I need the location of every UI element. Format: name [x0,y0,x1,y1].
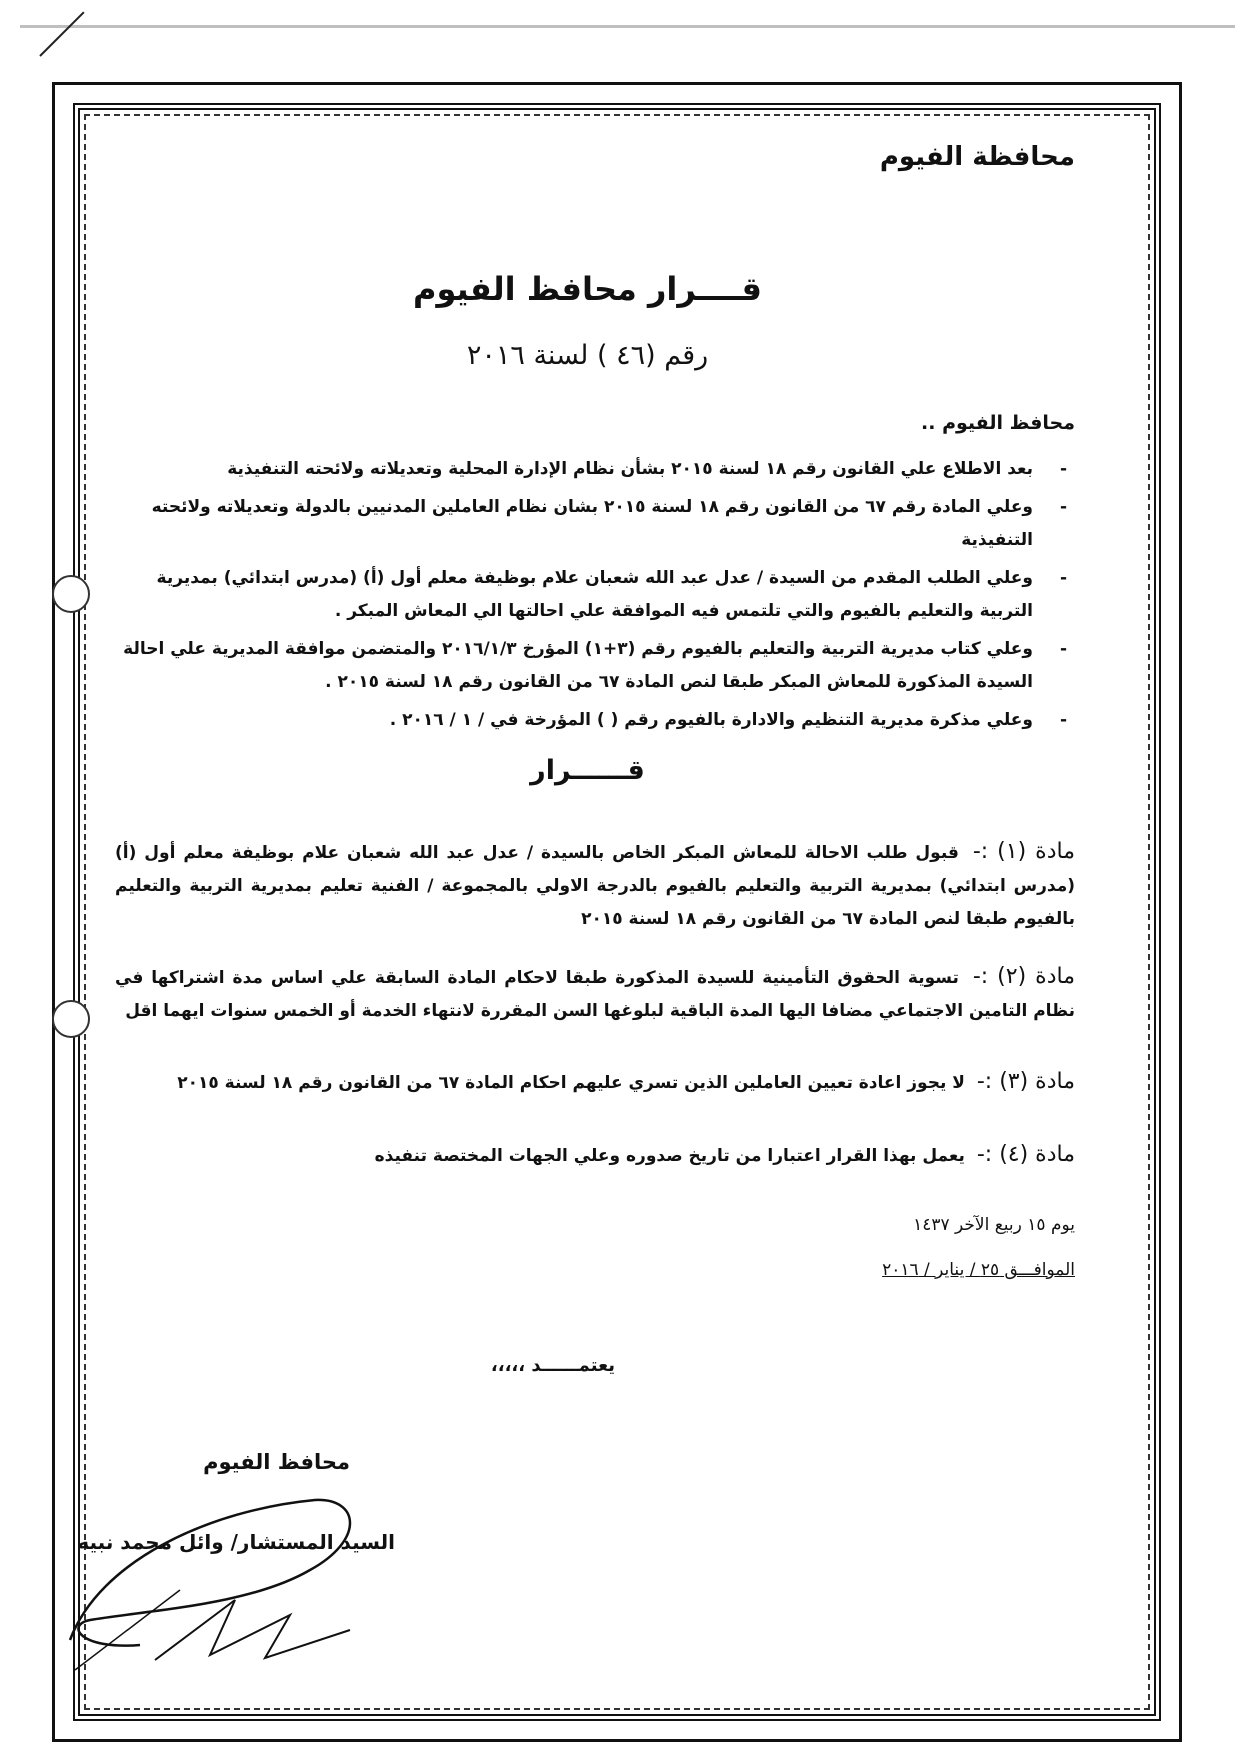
hijri-date: يوم ١٥ ربيع الآخر ١٤٣٧ [913,1215,1075,1235]
article-text: لا يجوز اعادة تعيين العاملين الذين تسري عليهم احكام المادة ٦٧ من القانون رقم ١٨ لسنة ٢٠١٥ [177,1073,965,1093]
article-3 [115,1065,1075,1100]
article-label: مادة (١) :- [972,839,1075,864]
article-text: قبول طلب الاحالة للمعاش المبكر الخاص بالسيدة / عدل عبد الله شعبان علام بوظيفة معلم أول (أ) (مدرس ابتدائي) بمديرية التربية والتعليم بالفيوم بالدرجة الاولي بالمجموعة / الفنية تعليم بمديرية التربية والتعليم بالفيوم طبقا لنص المادة ٦٧ من القانون رقم ١٨ لسنة ٢٠١٥ [115,843,1075,929]
decision-number: رقم (٤٦ ) لسنة ٢٠١٦ [466,340,709,371]
article-4 [115,1138,1075,1173]
punch-hole-top [52,575,90,613]
article-label: مادة (٤) :- [976,1142,1075,1167]
preamble-list [115,453,1075,742]
preamble-item: - وعلي الطلب المقدم من السيدة / عدل عبد الله شعبان علام بوظيفة معلم أول (أ) (مدرس ابتدائي) بمديرية التربية والتعليم بالفيوم والتي تلتمس فيه الموافقة علي احالتها الي المعاش المبكر . [115,562,1075,628]
preamble-item: - وعلي كتاب مديرية التربية والتعليم بالفيوم رقم (٣+١) المؤرخ ٢٠١٦/١/٣ والمتضمن موافقة المديرية علي احالة السيدة المذكورة للمعاش المبكر طبقا لنص المادة ٦٧ من القانون رقم ١٨ لسنة ٢٠١٥ . [115,633,1075,699]
gregorian-date: الموافـــق ٢٥ / يناير / ٢٠١٦ [882,1260,1075,1280]
article-text: يعمل بهذا القرار اعتبارا من تاريخ صدوره وعلي الجهات المختصة تنفيذه [374,1146,965,1166]
issuer-line: محافظ الفيوم .. [921,412,1075,434]
article-label: مادة (٣) :- [976,1069,1075,1094]
punch-hole-bottom [52,1000,90,1038]
signatory-name: السيد المستشار/ وائل محمد نبيه [77,1530,395,1554]
article-2 [115,960,1075,1028]
preamble-item: - وعلي المادة رقم ٦٧ من القانون رقم ١٨ لسنة ٢٠١٥ بشان نظام العاملين المدنيين بالدولة وتعديلاته ولائحته التنفيذية [115,491,1075,557]
article-text: تسوية الحقوق التأمينية للسيدة المذكورة طبقا لاحكام المادة السابقة علي اساس مدة اشتراكها في نظام التامين الاجتماعي مضافا اليها المدة الباقية لبلوغها السن المقررة لانتهاء الخدمة أو الخمس سنوات ايهما اقل [115,968,1075,1021]
preamble-item: - بعد الاطلاع علي القانون رقم ١٨ لسنة ٢٠١٥ بشأن نظام الإدارة المحلية وتعديلاته ولائحته التنفيذية [115,453,1075,486]
corner-pen-mark [39,11,84,56]
preamble-item: - وعلي مذكرة مديرية التنظيم والادارة بالفيوم رقم ( ) المؤرخة في / ١ / ٢٠١٦ . [115,704,1075,737]
article-1 [115,835,1075,936]
scan-edge-line [20,25,1235,28]
signatory-title: محافظ الفيوم [203,1450,350,1474]
decision-title: قــــرار محافظ الفيوم [413,270,762,308]
approval-line: يعتمــــــد ،،،،، [490,1355,615,1376]
decision-heading: قــــــرار [530,755,645,786]
handwritten-signature [60,1470,380,1680]
governorate-heading: محافظة الفيوم [879,142,1075,172]
article-label: مادة (٢) :- [972,964,1075,989]
